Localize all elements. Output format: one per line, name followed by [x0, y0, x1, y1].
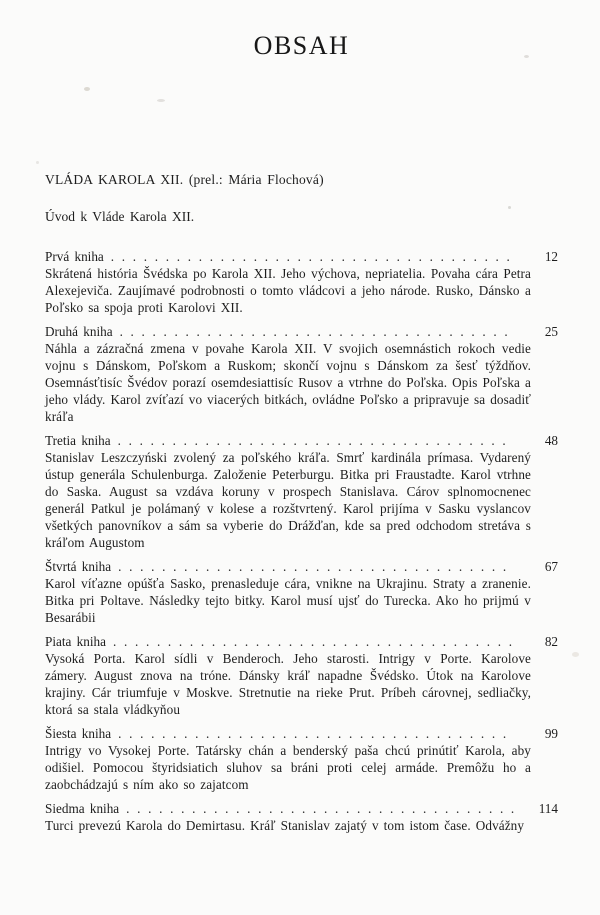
toc-entry-description: Vysoká Porta. Karol sídli v Benderoch. Jeho starosti. Intrigy v Porte. Karolove zámery. August znova na tróne. Dánsky kráľ napadne Švédsko. Útok na Karolove krajiny. Cár triumfuje v Moskve. Stretnutie na rieke Prut. Príbeh cárovnej, sedliačky, ktorá sa stala vládkyňou: [45, 651, 531, 717]
toc-entry-page-number: 12: [544, 249, 558, 264]
toc-entry-label: Tretia kniha: [45, 433, 111, 448]
dot-leader: [118, 725, 514, 742]
toc-entry-label: Šiesta kniha: [45, 726, 112, 741]
toc-entry-page-number: 48: [544, 433, 558, 448]
toc-entry-label: Štvrtá kniha: [45, 559, 112, 574]
dot-leader: [126, 800, 514, 817]
toc-entry-row: [45, 323, 558, 340]
dot-leader: [111, 248, 514, 265]
toc-entry-row: [45, 558, 558, 575]
section-heading: VLÁDA KAROLA XII. (prel.: Mária Flochová): [45, 172, 324, 187]
toc-entry: [45, 800, 558, 834]
toc-entry-description: Intrigy vo Vysokej Porte. Tatársky chán a benderský paša chcú prinútiť Karola, aby odišiel. Pomocou štyridsiatich sluhov sa bráni proti celej armáde. Premôžu ho a zaobchádzajú s ním ako so zajatcom: [45, 743, 531, 792]
toc-entry-page-number: 67: [544, 559, 558, 574]
toc-entry-description: Turci prevezú Karola do Demirtasu. Kráľ Stanislav zajatý v tom istom čase. Odvážny: [45, 818, 525, 833]
dot-leader: [120, 323, 514, 340]
toc-entry-row: [45, 633, 558, 650]
toc-entry-description: Karol víťazne opúšťa Sasko, prenasleduje cára, vnikne na Ukrajinu. Straty a zranenie. Bitka pri Poltave. Následky tejto bitky. Karol musí ujsť do Turecka. Ako ho prijmú v Besarábii: [45, 576, 531, 625]
toc-entry-description: Stanislav Leszczyński zvolený za poľského kráľa. Smrť kardinála prímasa. Vydarený ústup generála Schulenburga. Založenie Peterburgu. Bitka pri Fraustadte. Karol vtrhne do Saska. August sa vzdáva koruny v prospech Stanislava. Cárov splnomocnenec generál Patkul je polámaný v kolese a rozštvrtený. Karol prijíma v Sasku vyslancov všetkých panovníkov a sám sa vyberie do Drážďan, kde sa pred odchodom stretáva s kráľom Augustom: [45, 450, 531, 550]
toc-entry-label: Siedma kniha: [45, 801, 120, 816]
toc-list: [45, 248, 558, 834]
dot-leader: [118, 432, 514, 449]
toc-entry-label: Piata kniha: [45, 634, 106, 649]
toc-entry-label: Prvá kniha: [45, 249, 104, 264]
toc-entry-page-number: 25: [544, 324, 558, 339]
toc-entry-page-number: 99: [544, 726, 558, 741]
dot-leader: [118, 558, 514, 575]
toc-entry-row: [45, 725, 558, 742]
toc-entry: [45, 558, 558, 626]
page-title: OBSAH: [253, 31, 350, 60]
toc-entry-row: [45, 800, 558, 817]
toc-entry-label: Druhá kniha: [45, 324, 113, 339]
toc-entry-page-number: 114: [538, 801, 558, 816]
toc-entry-page-number: 82: [544, 634, 558, 649]
toc-entry: [45, 633, 558, 718]
intro-line: Úvod k Vláde Karola XII.: [45, 209, 195, 224]
toc-entry-description: Náhla a zázračná zmena v povahe Karola XII. V svojich osemnástich rokoch vedie vojnu s Dánskom, Poľskom a Ruskom; skončí vojnu s Dánskom za šesť týždňov. Osemnásťtisíc Švédov porazí osemdesiattisíc Rusov a vtrhne do Poľska. Opis Poľska a jeho vlády. Karol zvíťazí vo viacerých bitkách, ovládne Poľsko a pripravuje sa dosadiť kráľa: [45, 341, 531, 424]
toc-entry-description: Skrátená história Švédska po Karola XII. Jeho výchova, nepriatelia. Povaha cára Petra Alexejeviča. Zaujímavé podrobnosti o tomto vládcovi a jeho národe. Rusko, Dánsko a Poľsko sa spoja proti Karolovi XII.: [45, 266, 531, 315]
toc-entry-row: [45, 432, 558, 449]
toc-entry: [45, 725, 558, 793]
dot-leader: [113, 633, 514, 650]
toc-entry: [45, 432, 558, 551]
toc-entry-row: [45, 248, 558, 265]
toc-entry: [45, 323, 558, 425]
toc-entry: [45, 248, 558, 316]
